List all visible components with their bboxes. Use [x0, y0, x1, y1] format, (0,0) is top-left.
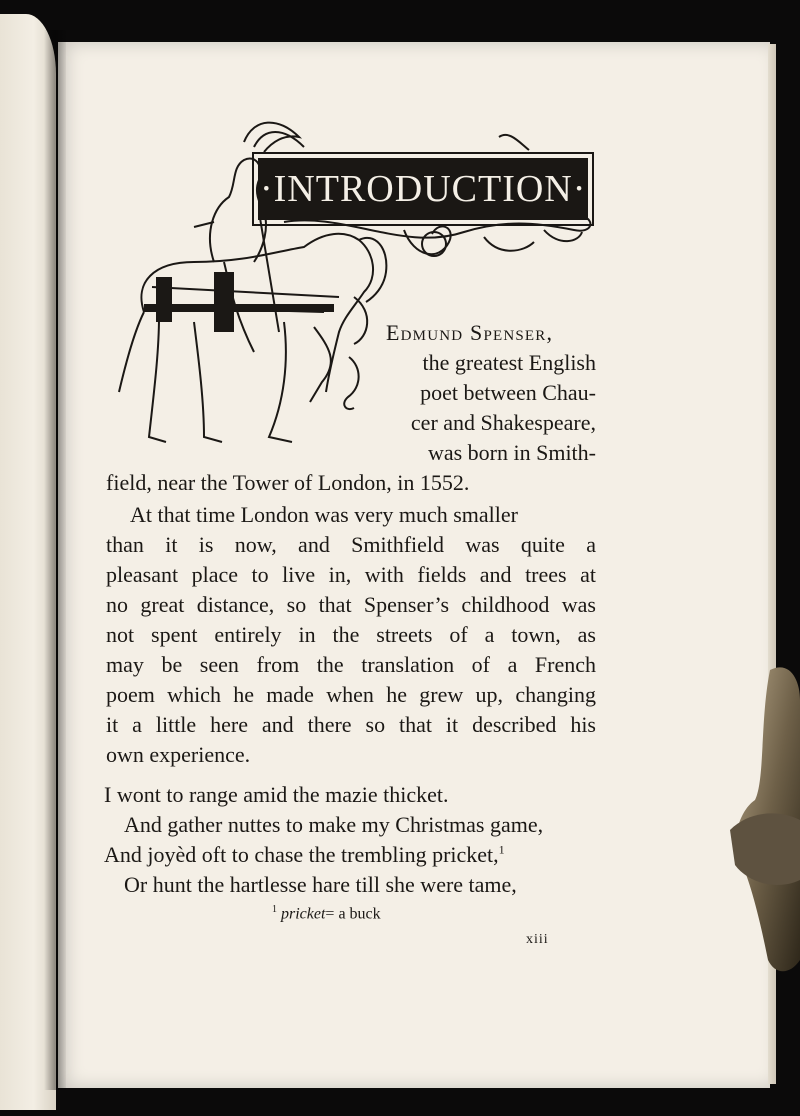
paragraph-line: field, near the Tower of London, in 1552. — [106, 470, 470, 495]
verse-line: And gather nuttes to make my Christmas game, — [124, 812, 544, 837]
paragraph-line: pleasant place to live in, with fields and trees at — [106, 562, 596, 587]
intro-line: poet between Chau- — [420, 380, 596, 405]
book-gutter — [44, 30, 66, 1090]
paragraph-line: than it is now, and Smithfield was quite a — [106, 532, 596, 557]
paragraph-line: poem which he made when he grew up, changing — [106, 682, 596, 707]
intro-line: Edmund Spenser, — [386, 320, 554, 345]
footnote-definition: = a buck — [325, 905, 381, 923]
footnote-term: pricket — [281, 905, 326, 923]
paragraph-line: own experience. — [106, 742, 251, 767]
verse-line: Or hunt the hartlesse hare till she were tame, — [124, 872, 517, 897]
footnote-reference: 1 — [498, 842, 505, 857]
footnote-marker: 1 — [272, 904, 277, 915]
paragraph-line: it a little here and there so that it described his — [106, 712, 596, 737]
page-number: xiii — [526, 932, 549, 947]
title-banner — [258, 158, 588, 220]
page-title: ·INTRODUCTION· — [260, 168, 587, 210]
paragraph-line: no great distance, so that Spenser’s childhood was — [106, 592, 596, 617]
intro-line: cer and Shakespeare, — [410, 410, 596, 435]
paragraph-line: not spent entirely in the streets of a town, as — [106, 622, 596, 647]
verse-line-text: And joyèd oft to chase the trembling pricket, — [104, 842, 499, 867]
footnote — [272, 904, 381, 923]
brass-clip — [730, 660, 800, 980]
paragraph-line: may be seen from the translation of a French — [106, 652, 596, 677]
paragraph-line: At that time London was very much smaller — [130, 502, 518, 527]
intro-line: the greatest English — [422, 350, 596, 375]
intro-line: was born in Smith- — [427, 440, 596, 465]
verse-line: I wont to range amid the mazie thicket. — [104, 782, 449, 807]
verse-line — [104, 842, 505, 868]
